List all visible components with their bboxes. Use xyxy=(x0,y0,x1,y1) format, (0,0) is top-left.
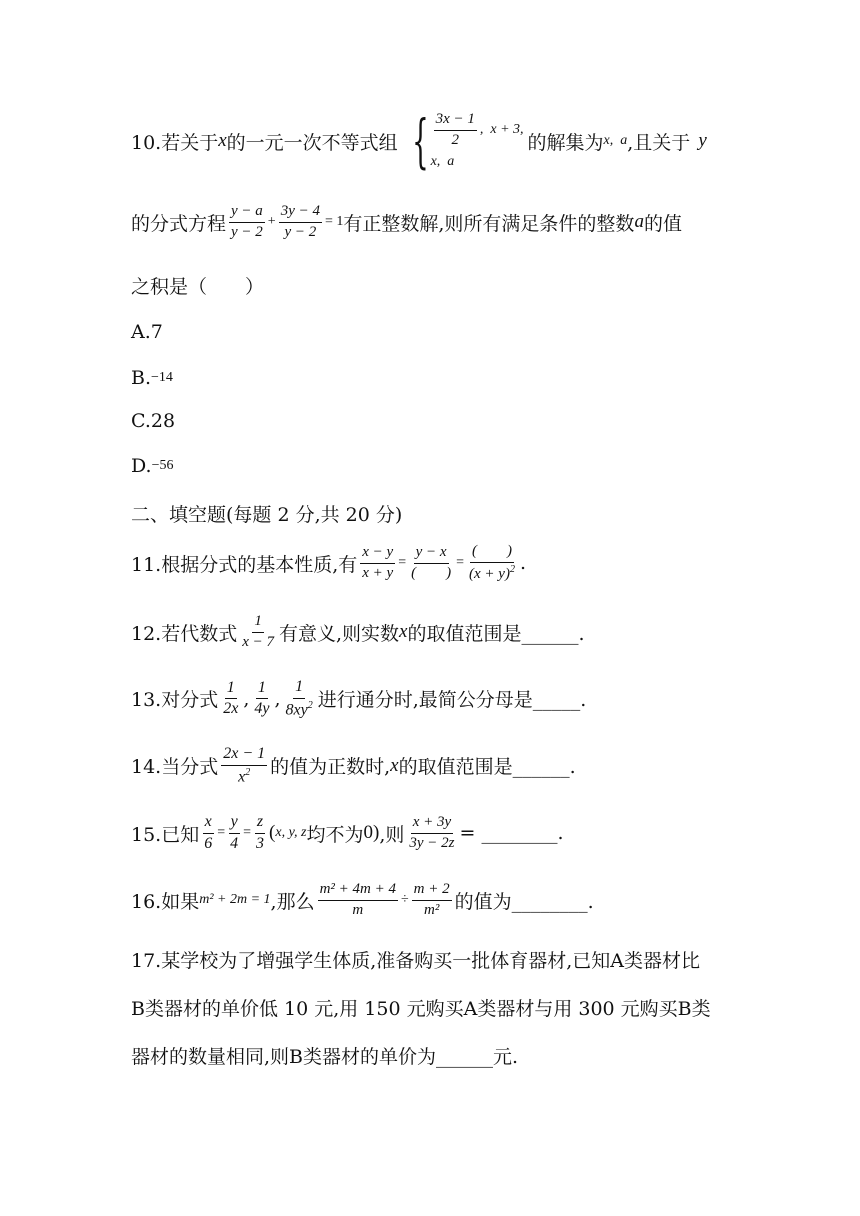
denominator-base: 8xy xyxy=(285,701,308,719)
q13-fraction-3 xyxy=(284,679,315,719)
option-a-text: A.7 xyxy=(131,321,163,343)
fraction-denominator: 3y − 2z xyxy=(409,834,455,851)
q10-var-x: x xyxy=(218,130,227,151)
fraction-denominator: 3 xyxy=(256,834,265,852)
option-c-text: C.28 xyxy=(131,410,176,432)
q15-end: = ________. xyxy=(459,822,564,845)
q10-line3-text: 之积是（ ） xyxy=(131,276,265,298)
comma: , xyxy=(274,687,281,710)
q15 xyxy=(131,814,563,853)
fraction-denominator: ( ) xyxy=(411,564,452,581)
q12-mid: 有意义,则实数 xyxy=(279,622,400,645)
divide-sign: ÷ xyxy=(400,892,409,908)
option-a xyxy=(131,321,163,343)
system-rows xyxy=(431,112,524,170)
plus-sign: + xyxy=(267,214,276,230)
option-b-label: B. xyxy=(131,367,152,389)
equals-sign: = xyxy=(217,825,226,841)
exponent: 2 xyxy=(509,563,515,575)
q12-var-x: x xyxy=(399,621,408,643)
q10-line2-b: 有正整数解,则所有满足条件的整数 xyxy=(343,212,635,235)
q17-line1-text: 17.某学校为了增强学生体质,准备购买一批体育器材,已知A类器材比 xyxy=(131,950,701,972)
fraction-numerator: m² + 4m + 4 xyxy=(318,882,398,901)
q14-fraction xyxy=(221,746,267,786)
option-d xyxy=(131,455,174,477)
fraction-numerator: x + 3y xyxy=(411,815,453,834)
equals-sign: = xyxy=(398,555,407,571)
fraction-numerator: m + 2 xyxy=(412,882,452,901)
q14-prefix: 14.当分式 xyxy=(131,756,219,779)
q10-prefix: 10.若关于 xyxy=(131,131,219,154)
fraction-denominator: y − 2 xyxy=(284,223,317,240)
q17-line2-text: B类器材的单价低 10 元,用 150 元购买A类器材与用 300 元购买B类 xyxy=(131,998,711,1020)
equals-one: = 1 xyxy=(324,214,344,230)
q15-prefix: 15.已知 xyxy=(131,823,200,846)
fraction-denominator xyxy=(236,766,252,786)
system-row-1 xyxy=(431,112,524,149)
q10-line2-a: 的分式方程 xyxy=(131,212,227,235)
q11 xyxy=(131,544,526,583)
fraction-denominator xyxy=(467,563,517,583)
fraction-denominator: 2x xyxy=(223,700,239,718)
q10-fraction-2 xyxy=(279,204,322,241)
q13 xyxy=(131,679,586,719)
q12-prefix: 12.若代数式 xyxy=(131,622,238,645)
fraction-denominator xyxy=(284,699,315,719)
inequality-system xyxy=(402,107,524,175)
option-d-label: D. xyxy=(131,455,152,477)
q16-prefix: 16.如果 xyxy=(131,890,200,913)
fraction-numerator: 1 xyxy=(252,614,264,633)
q15-vars: x, y, z xyxy=(275,825,307,841)
q15-zero: 0 xyxy=(363,822,373,844)
q15-fraction-1 xyxy=(202,814,214,853)
fraction-denominator: 2 xyxy=(451,131,459,148)
brace-symbol: { xyxy=(411,107,429,175)
fraction-denominator: m² xyxy=(423,901,440,918)
q16-fraction-1 xyxy=(318,882,398,919)
q12-end: 的取值范围是______. xyxy=(407,622,585,645)
q14-var-x: x xyxy=(390,754,399,776)
exponent: 2 xyxy=(245,766,251,778)
denominator-base: x xyxy=(238,768,246,786)
q10-line1 xyxy=(131,107,707,175)
q10-line2-c: 的值 xyxy=(643,212,682,235)
q16-mid: ,那么 xyxy=(270,890,315,913)
fraction-numerator: 1 xyxy=(293,679,305,699)
fraction-numerator: x − y xyxy=(360,545,395,564)
fraction-numerator: 3x − 1 xyxy=(434,112,477,131)
fraction-denominator: x + y xyxy=(362,564,394,581)
option-b xyxy=(131,367,173,389)
option-c xyxy=(131,410,175,432)
q14-end: 的取值范围是______. xyxy=(398,756,576,779)
q11-prefix: 11.根据分式的基本性质,有 xyxy=(131,553,358,576)
fraction-numerator: z xyxy=(255,814,265,834)
q11-fraction-3 xyxy=(467,544,517,583)
fraction-denominator: 4 xyxy=(230,834,239,852)
fraction-denominator: y − 2 xyxy=(231,223,263,240)
fraction-denominator: x − 7 xyxy=(242,633,274,650)
q17-line1 xyxy=(131,946,700,973)
section-heading-text: 二、填空题(每题 2 分,共 20 分) xyxy=(131,504,403,526)
q15-fraction-3 xyxy=(254,814,266,853)
q13-fraction-2 xyxy=(252,680,271,719)
q14 xyxy=(131,746,576,786)
fraction-numerator: 3y − 4 xyxy=(279,204,322,223)
fraction-numerator: ( ) xyxy=(470,544,514,563)
q10-solution: x, a xyxy=(603,133,628,148)
q10-text3: ,且关于 xyxy=(627,131,691,154)
q17-line3 xyxy=(131,1042,518,1069)
q10-line3 xyxy=(131,272,264,299)
fraction-numerator: 2x − 1 xyxy=(221,746,267,766)
equals-sign: = xyxy=(243,825,252,841)
q16-end: 的值为________. xyxy=(454,890,594,913)
q10-text2: 的解集为 xyxy=(527,131,604,154)
q10-fraction-1 xyxy=(229,204,265,241)
q13-end: 进行通分时,最简公分母是_____. xyxy=(317,689,587,712)
equals-sign: = xyxy=(456,555,465,571)
q15-mid: ,则 xyxy=(379,823,405,846)
option-d-value: −56 xyxy=(151,458,174,473)
q10-var-a: a xyxy=(634,211,644,233)
fraction-denominator: 6 xyxy=(204,834,213,852)
fraction-numerator: 1 xyxy=(225,680,237,700)
q17-line2 xyxy=(131,994,711,1021)
q15-paren-text: 均不为 xyxy=(306,823,364,846)
q11-fraction-2 xyxy=(409,545,453,582)
system-row-1-relation: , x + 3, xyxy=(479,122,524,138)
q12-fraction xyxy=(240,614,276,651)
q15-fraction-2 xyxy=(228,814,240,853)
fraction-denominator: 4y xyxy=(254,700,270,718)
exponent: 2 xyxy=(307,699,313,711)
option-b-value: −14 xyxy=(151,370,173,385)
q10-text1: 的一元一次不等式组 xyxy=(226,131,398,154)
q13-prefix: 13.对分式 xyxy=(131,689,219,712)
q14-mid: 的值为正数时, xyxy=(270,756,391,779)
fraction-numerator: x xyxy=(203,814,214,834)
q12 xyxy=(131,614,585,651)
fraction-numerator: y − a xyxy=(229,204,265,223)
q13-fraction-1 xyxy=(221,680,240,719)
denominator-base: (x + y) xyxy=(469,565,510,582)
q15-fraction-4 xyxy=(407,815,456,852)
q10-var-y: y xyxy=(698,130,707,151)
q10-line2 xyxy=(131,204,682,241)
q16 xyxy=(131,882,594,919)
fraction-numerator: y − x xyxy=(414,545,449,564)
comma: , xyxy=(243,687,250,710)
paren-open: ( xyxy=(269,822,276,844)
paren-close: ) xyxy=(372,822,380,844)
fraction-numerator: y xyxy=(229,814,240,834)
system-row-2: x, a xyxy=(430,154,455,169)
system-fraction xyxy=(434,112,477,149)
q17-line3-text: 器材的数量相同,则B类器材的单价为______元. xyxy=(131,1046,519,1068)
q11-end: . xyxy=(519,552,526,575)
q16-condition: m² + 2m = 1 xyxy=(199,892,271,908)
fraction-numerator: 1 xyxy=(256,680,268,700)
q11-fraction-1 xyxy=(360,545,395,582)
section-heading xyxy=(131,500,402,527)
fraction-denominator: m xyxy=(352,901,364,918)
q16-fraction-2 xyxy=(412,882,452,919)
